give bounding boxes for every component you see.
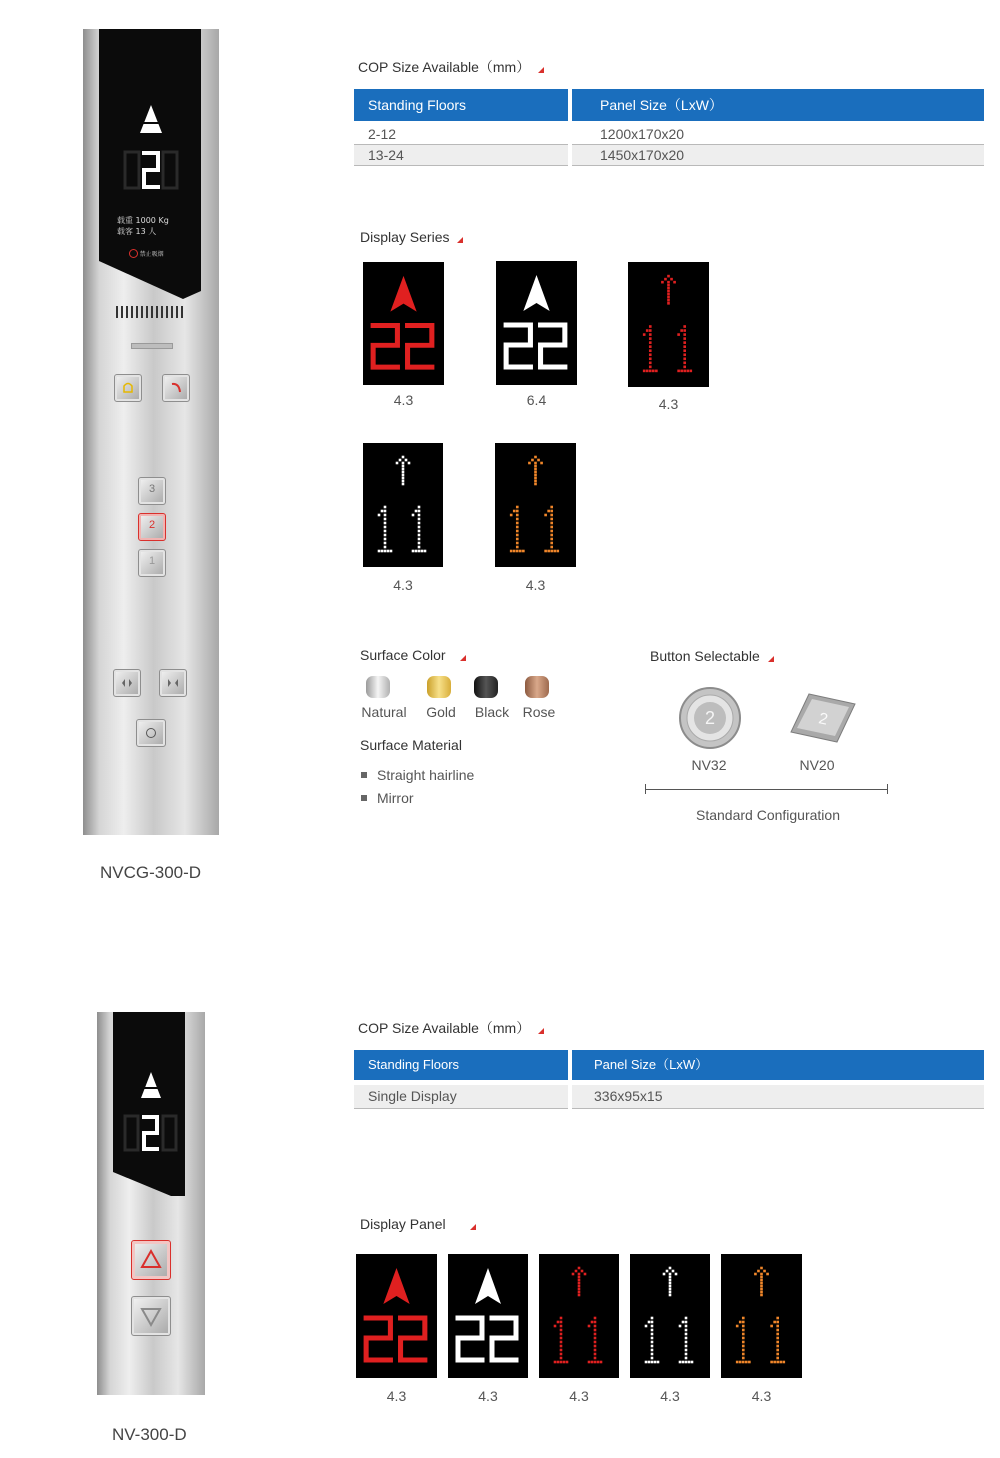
door-open-button[interactable] [113,669,141,697]
button-nv20-image [785,690,859,746]
heading-marker-icon [768,656,774,662]
display-size-label: 4.3 [525,577,546,593]
bell-icon [115,375,141,401]
display-series-heading: Display Series [360,229,450,245]
button-selectable-heading: Button Selectable [650,648,760,664]
swatch-label-black: Black [474,704,510,720]
cop-panel-nv [97,1012,205,1395]
heading-marker-icon [538,67,544,73]
bullet-icon [361,772,367,778]
swatch-label-rose: Rose [522,704,556,720]
floor-button-1[interactable]: 1 [138,549,166,577]
display-tile-white-arrow-seg [448,1254,528,1378]
cop-panel-nvcg [83,29,219,835]
display-size-label: 4.3 [386,1388,407,1404]
swatch-gold [427,676,451,698]
swatch-rose [525,676,549,698]
indicator-slot [131,343,173,349]
cop-size-table [354,89,984,166]
door-close-button[interactable] [159,669,187,697]
hall-down-button[interactable] [131,1296,171,1336]
button-label-nv32: NV32 [691,757,727,773]
display-tile-red-arrow-seg [363,262,444,385]
alarm-button[interactable] [114,374,142,402]
phone-icon [163,375,189,401]
display-tile-orange-dot [721,1254,802,1378]
table-header-floors: Standing Floors [354,1050,568,1080]
display-size-label: 4.3 [569,1388,589,1404]
display-size-label: 4.3 [751,1388,772,1404]
no-smoking-icon [129,249,138,258]
swatch-label-natural: Natural [361,704,407,720]
display-size-label: 4.3 [478,1388,498,1404]
surface-material-heading: Surface Material [360,737,462,753]
heading-marker-icon [460,655,466,661]
material-item: Straight hairline [377,767,475,783]
phone-button[interactable] [162,374,190,402]
panel-display-glass [97,1012,205,1202]
display-size-label: 4.3 [658,396,679,412]
swatch-natural [366,676,390,698]
display-size-label: 6.4 [526,392,547,408]
door-open-icon [114,670,140,696]
heading-marker-icon [470,1224,476,1230]
table-header-size: Panel Size（LxW） [572,89,984,121]
display-panel-heading: Display Panel [360,1216,446,1232]
button-label-nv20: NV20 [799,757,835,773]
table-cell-floors: 2-12 [354,124,568,145]
table-header-size: Panel Size（LxW） [572,1050,984,1080]
no-smoking-label: 禁止吸烟 [139,252,164,258]
display-tile-white-dot [630,1254,710,1378]
table-header-floors: Standing Floors [354,89,568,121]
surface-color-heading: Surface Color [360,647,446,663]
hall-up-button[interactable] [131,1240,171,1280]
door-close-icon [160,670,186,696]
display-size-label: 4.3 [660,1388,680,1404]
model-name-nvcg: NVCG-300-D [100,863,202,882]
model-name-nv: NV-300-D [112,1425,187,1444]
down-triangle-icon [132,1297,170,1335]
swatch-black [474,676,498,698]
persons-label: 载客 13 人 [117,227,157,236]
display-tile-red-dot [539,1254,619,1378]
floor-button-3[interactable]: 3 [138,477,166,505]
swatch-label-gold: Gold [426,704,456,720]
display-tile-white-arrow-seg [496,261,577,385]
heading-marker-icon [538,1028,544,1034]
table-cell-size: 336x95x15 [572,1085,984,1109]
floor-button-2[interactable]: 2 [138,513,166,541]
standard-config-label: Standard Configuration [696,807,840,823]
key-switch[interactable] [136,719,166,747]
display-size-label: 4.3 [393,392,414,408]
table-cell-floors: Single Display [354,1085,568,1109]
cop-size-heading: COP Size Available（mm） [358,59,531,75]
key-icon [146,728,156,738]
standard-config-bracket [645,784,888,794]
svg-text:2: 2 [704,708,716,728]
table-cell-floors: 13-24 [354,145,568,166]
button-nv32-image [678,686,742,750]
table-cell-size: 1450x170x20 [572,145,984,166]
display-size-label: 4.3 [393,577,413,593]
display-tile-red-dot [628,262,709,387]
speaker-grille [116,306,186,318]
bullet-icon [361,795,367,801]
cop-size-heading: COP Size Available（mm） [358,1020,531,1036]
svg-text:2: 2 [816,710,830,729]
display-tile-red-arrow-seg [356,1254,437,1378]
cop-size-table [354,1050,984,1109]
display-tile-white-dot [363,443,443,567]
heading-marker-icon [457,237,463,243]
display-tile-orange-dot [495,443,576,567]
table-cell-size: 1200x170x20 [572,124,984,145]
material-item: Mirror [377,790,414,806]
panel-display-glass [83,29,219,329]
capacity-label: 载重 1000 Kg [117,216,169,225]
up-triangle-icon [132,1241,170,1279]
